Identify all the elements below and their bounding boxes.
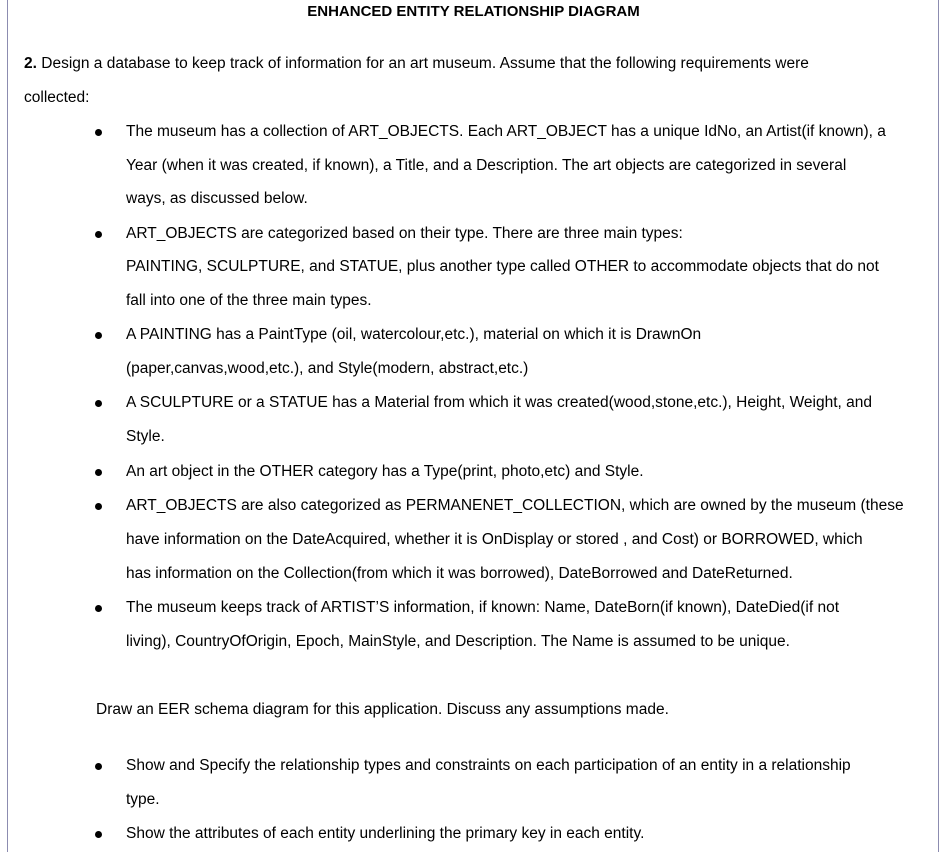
question-line-2: collected: — [24, 89, 90, 106]
task-line: type. — [126, 791, 160, 808]
bullet-point — [95, 400, 102, 407]
requirement-line: ART_OBJECTS are also categorized as PERMANENET_COLLECTION, which are owned by the museum (these — [126, 497, 904, 514]
bullet-point — [95, 231, 102, 238]
task-line: Show and Specify the relationship types and constraints on each participation of an entity in a relationship — [126, 757, 851, 774]
instruction-text: Draw an EER schema diagram for this application. Discuss any assumptions made. — [96, 701, 669, 718]
bullet-point — [95, 605, 102, 612]
requirement-line: (paper,canvas,wood,etc.), and Style(modern, abstract,etc.) — [126, 360, 529, 377]
requirement-line: The museum keeps track of ARTIST’S information, if known: Name, DateBorn(if known), DateDied(if not — [126, 599, 839, 616]
requirement-line: have information on the DateAcquired, whether it is OnDisplay or stored , and Cost) or BORROWED, which — [126, 531, 863, 548]
requirement-line: ways, as discussed below. — [126, 190, 308, 207]
question-text: Design a database to keep track of information for an art museum. Assume that the following requirements were — [41, 55, 809, 72]
requirement-line: has information on the Collection(from which it was borrowed), DateBorrowed and DateReturned. — [126, 565, 793, 582]
bullet-point — [95, 831, 102, 838]
bullet-point — [95, 332, 102, 339]
requirement-line: Year (when it was created, if known), a Title, and a Description. The art objects are categorized in several — [126, 157, 847, 174]
requirement-line: A PAINTING has a PaintType (oil, watercolour,etc.), material on which it is DrawnOn — [126, 326, 702, 343]
requirement-line: An art object in the OTHER category has a Type(print, photo,etc) and Style. — [126, 463, 644, 480]
requirement-line: Style. — [126, 428, 165, 445]
task-line: Show the attributes of each entity underlining the primary key in each entity. — [126, 825, 645, 842]
requirement-line: ART_OBJECTS are categorized based on their type. There are three main types: — [126, 225, 683, 242]
question-line-1 — [24, 54, 809, 74]
requirement-line: A SCULPTURE or a STATUE has a Material from which it was created(wood,stone,etc.), Height, Weight, and — [126, 394, 873, 411]
bullet-point — [95, 503, 102, 510]
bullet-point — [95, 469, 102, 476]
requirement-line: The museum has a collection of ART_OBJECTS. Each ART_OBJECT has a unique IdNo, an Artist(if known), a — [126, 123, 886, 140]
document-title: ENHANCED ENTITY RELATIONSHIP DIAGRAM — [307, 3, 640, 20]
question-number: 2. — [24, 55, 37, 72]
bullet-point — [95, 763, 102, 770]
requirement-line: living), CountryOfOrigin, Epoch, MainStyle, and Description. The Name is assumed to be unique. — [126, 633, 790, 650]
bullet-point — [95, 129, 102, 136]
requirement-line: PAINTING, SCULPTURE, and STATUE, plus another type called OTHER to accommodate objects that do not — [126, 258, 879, 275]
requirement-line: fall into one of the three main types. — [126, 292, 372, 309]
